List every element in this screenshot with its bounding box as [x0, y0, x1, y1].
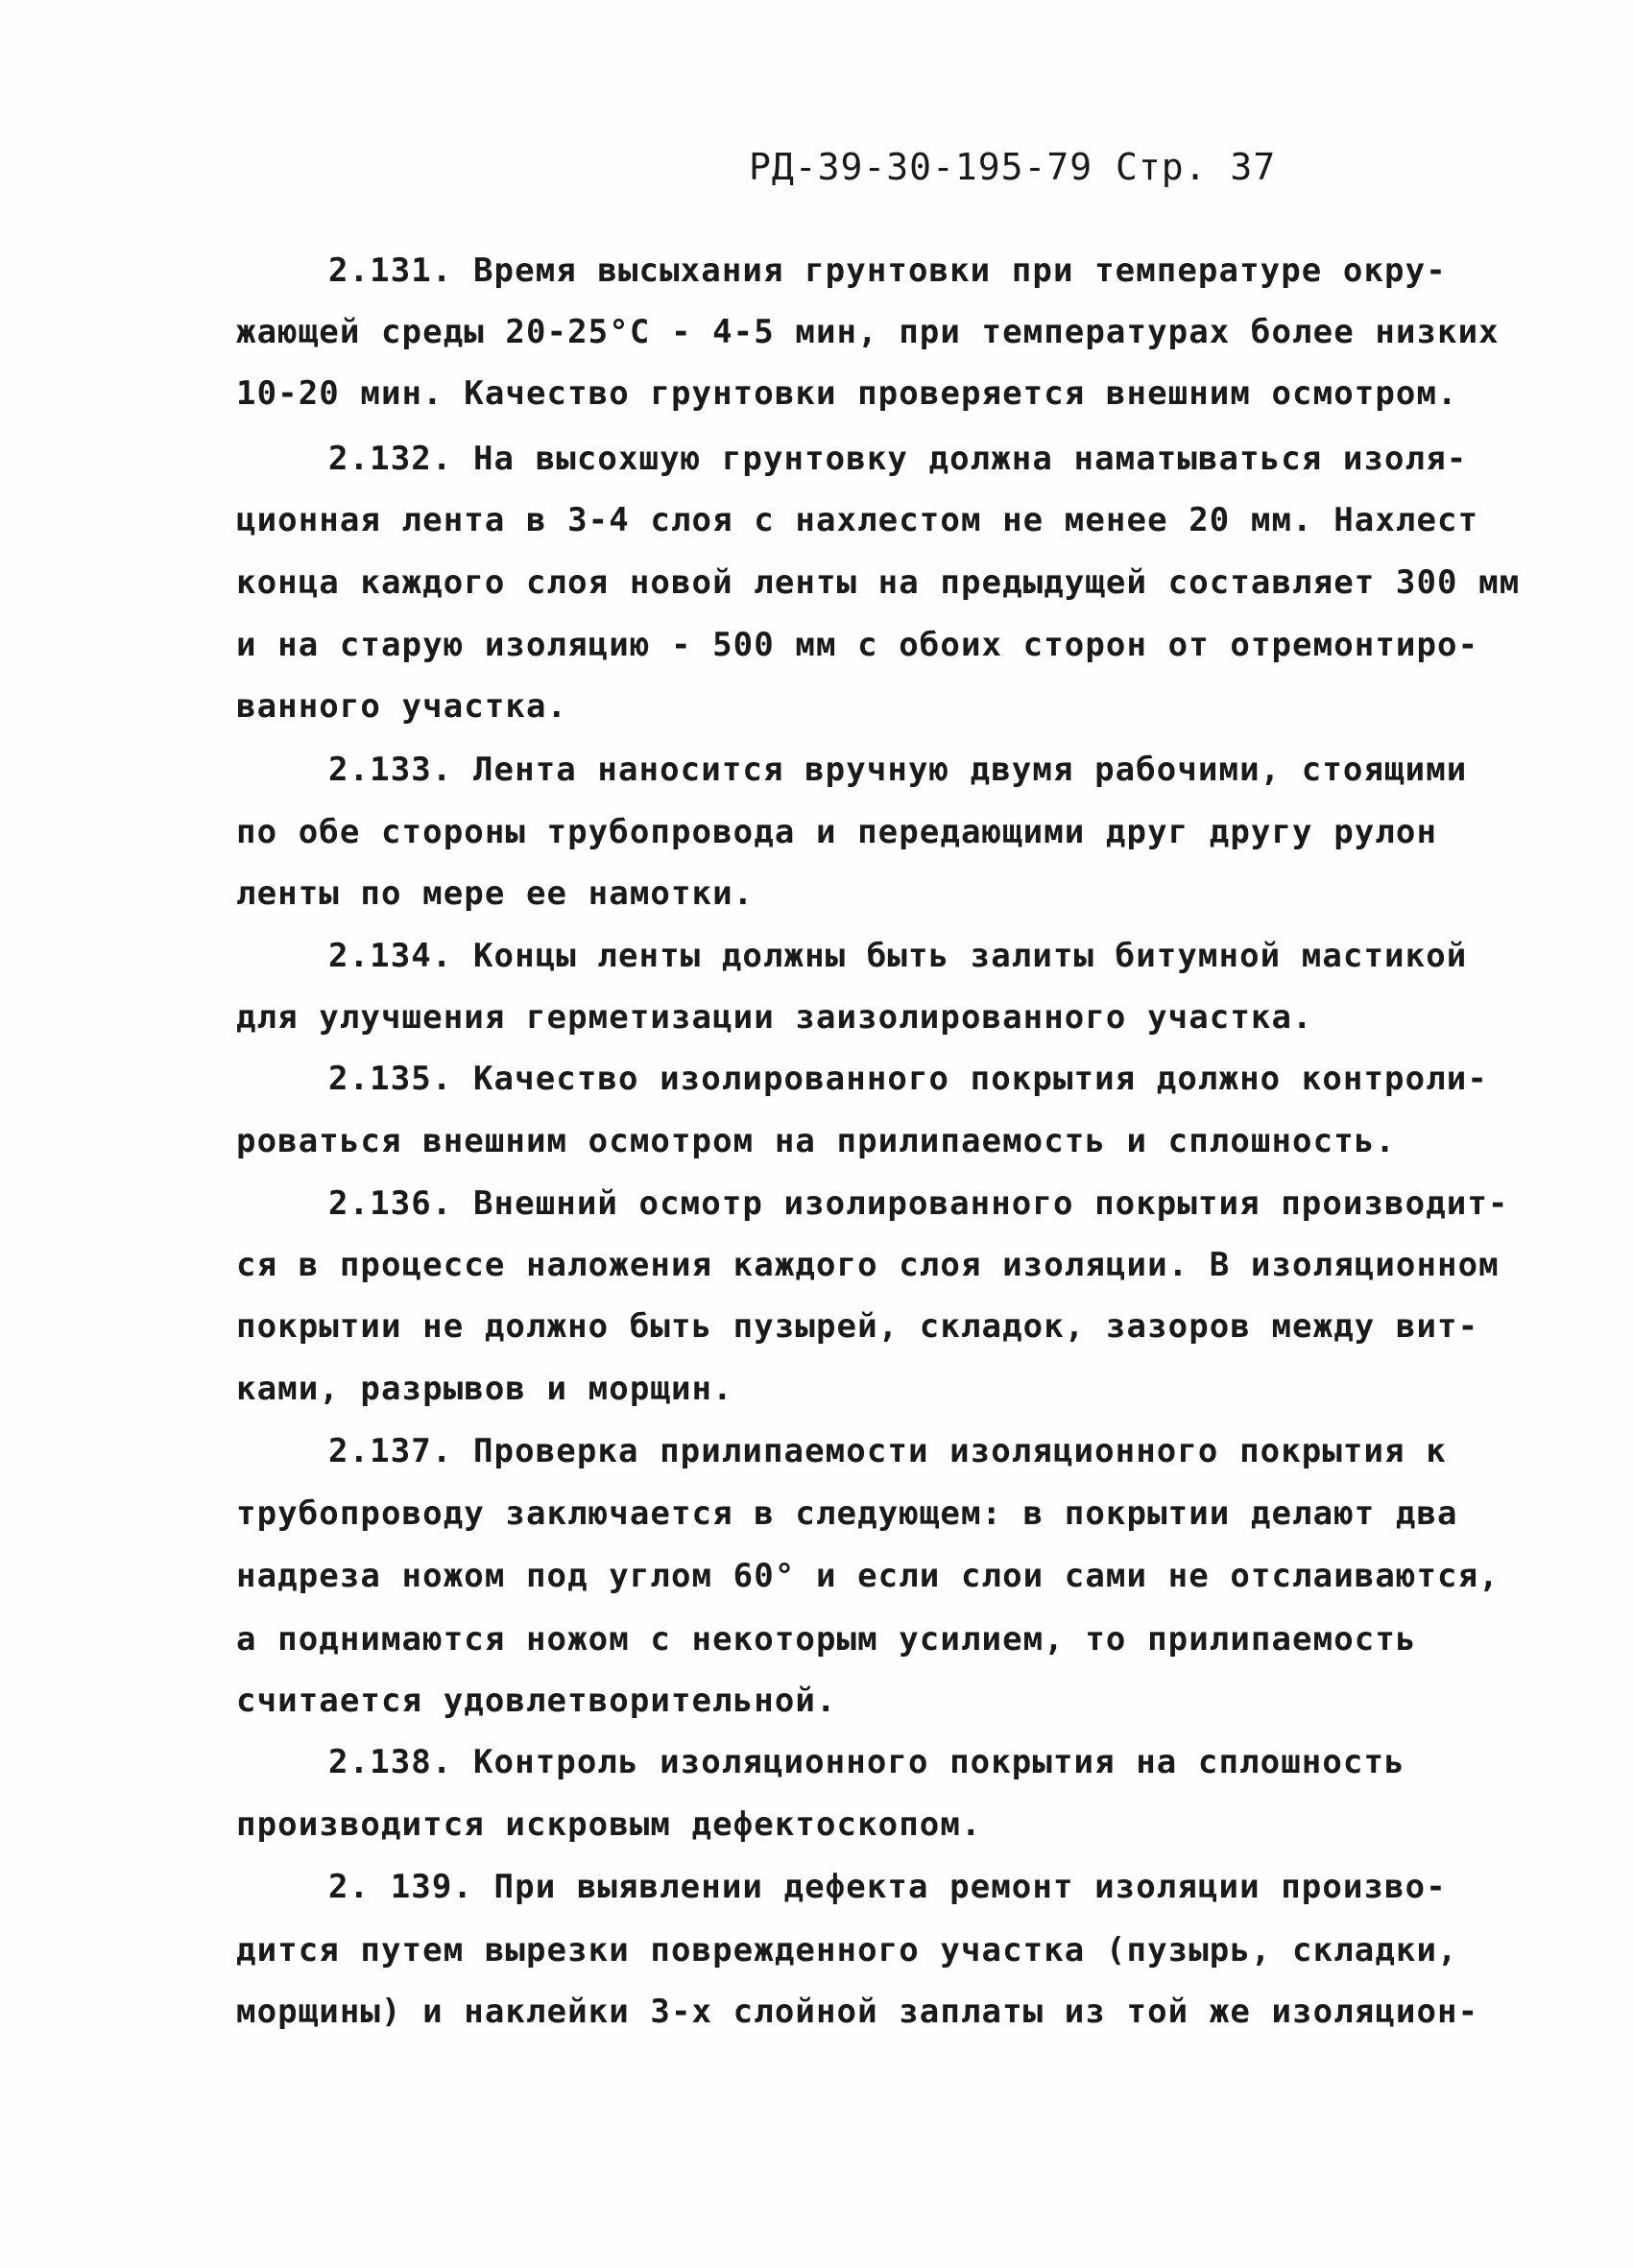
- text-line: 2.131. Время высыхания грунтовки при температуре окру-: [328, 251, 1447, 290]
- text-line: ванного участка.: [236, 687, 568, 726]
- text-line: производится искровым дефектоскопом.: [236, 1805, 982, 1844]
- text-line: надреза ножом под углом 60° и если слои сами не отслаиваются,: [236, 1557, 1500, 1595]
- text-line: 2. 139. При выявлении дефекта ремонт изоляции произво-: [328, 1868, 1447, 1906]
- text-line: ся в процессе наложения каждого слоя изоляции. В изоляционном: [236, 1246, 1500, 1284]
- text-line: 2.132. На высохшую грунтовку должна наматываться изоля-: [328, 440, 1468, 478]
- text-line: 2.138. Контроль изоляционного покрытия на сплошность: [328, 1743, 1405, 1781]
- text-line: дится путем вырезки поврежденного участка (пузырь, складки,: [236, 1931, 1458, 1970]
- text-line: 2.136. Внешний осмотр изолированного покрытия производит-: [328, 1184, 1509, 1223]
- text-line: трубопроводу заключается в следующем: в покрытии делают два: [236, 1494, 1458, 1533]
- text-line: ционная лента в 3-4 слоя с нахлестом не менее 20 мм. Нахлест: [236, 501, 1479, 539]
- text-line: роваться внешним осмотром на прилипаемость и сплошность.: [236, 1122, 1396, 1160]
- text-line: конца каждого слоя новой ленты на предыдущей составляет 300 мм: [236, 563, 1521, 602]
- page-header: РД-39-30-195-79 Стр. 37: [749, 146, 1277, 188]
- text-line: для улучшения герметизации заизолированного участка.: [236, 998, 1313, 1037]
- text-line: 2.135. Качество изолированного покрытия должно контроли-: [328, 1060, 1488, 1098]
- text-line: ленты по мере ее намотки.: [236, 874, 755, 913]
- text-line: ками, разрывов и морщин.: [236, 1370, 733, 1408]
- text-line: покрытии не должно быть пузырей, складок, зазоров между вит-: [236, 1307, 1479, 1346]
- text-line: морщины) и наклейки 3-х слойной заплаты из той же изоляцион-: [236, 1993, 1479, 2031]
- text-line: 10-20 мин. Качество грунтовки проверяется внешним осмотром.: [236, 374, 1458, 413]
- text-line: 2.134. Концы ленты должны быть залиты битумной мастикой: [328, 937, 1468, 975]
- text-line: 2.137. Проверка прилипаемости изоляционного покрытия к: [328, 1432, 1447, 1470]
- text-line: а поднимаются ножом с некоторым усилием, то прилипаемость: [236, 1620, 1417, 1659]
- text-line: по обе стороны трубопровода и передающими друг другу рулон: [236, 813, 1438, 851]
- text-line: и на старую изоляцию - 500 мм с обоих сторон от отремонтиро-: [236, 626, 1479, 664]
- text-line: жающей среды 20-25°С - 4-5 мин, при температурах более низких: [236, 313, 1500, 351]
- text-line: считается удовлетворительной.: [236, 1682, 837, 1720]
- text-line: 2.133. Лента наносится вручную двумя рабочими, стоящими: [328, 751, 1468, 789]
